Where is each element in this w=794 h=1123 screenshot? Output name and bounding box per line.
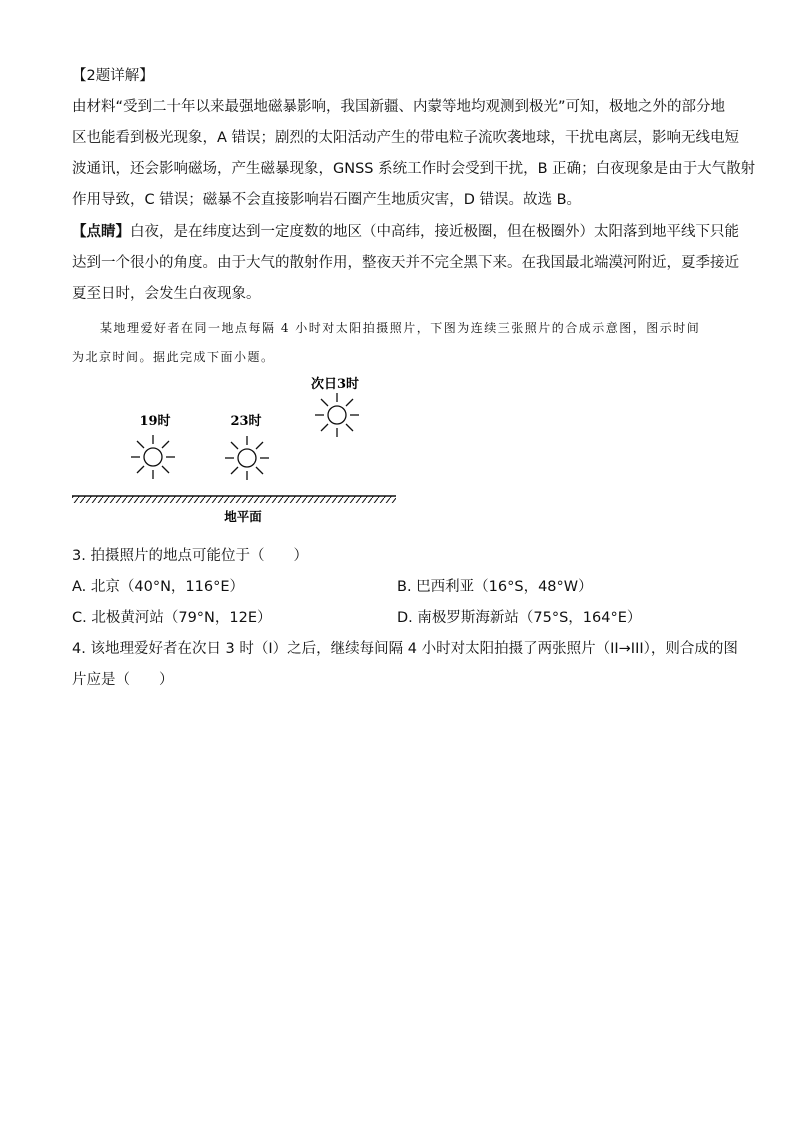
- sun-label-23: 23时: [230, 414, 262, 429]
- q4-stem: 片应是（ ）: [72, 672, 174, 688]
- sun-icon-next-3: [315, 393, 359, 437]
- material-line: 为北京时间。据此完成下面小题。: [72, 350, 275, 364]
- q4-stem: 4. 该地理爱好者在次日 3 时（I）之后，继续每间隔 4 小时对太阳拍摄了两张照片（II→III），则合成的图: [72, 641, 738, 657]
- q2-detail-line: 波通讯，还会影响磁场，产生磁暴现象，GNSS 系统工作时会受到干扰，B 正确；白夜现象是由于大气散射: [72, 161, 756, 177]
- dianjing-line: 夏至日时，会发生白夜现象。: [72, 286, 261, 302]
- q3-option-a[interactable]: A. 北京（40°N，116°E）: [72, 579, 245, 595]
- q3-option-b[interactable]: B. 巴西利亚（16°S，48°W）: [397, 579, 593, 595]
- ground-label: 地平面: [224, 509, 262, 524]
- dianjing-line-1: [72, 222, 739, 242]
- sun-label-next-3: 次日3时: [310, 377, 360, 392]
- q3-stem: 3. 拍摄照片的地点可能位于（ ）: [72, 548, 308, 564]
- q3-option-d[interactable]: D. 南极罗斯海新站（75°S，164°E）: [397, 610, 642, 626]
- sun-icon-19: [131, 435, 175, 479]
- sun-label-19: 19时: [139, 414, 171, 429]
- q2-detail-line: 区也能看到极光现象，A 错误；剧烈的太阳活动产生的带电粒子流吹袭地球，干扰电离层，影响无线电短: [72, 130, 740, 146]
- q2-detail-line: 作用导致，C 错误；磁暴不会直接影响岩石圈产生地质灾害，D 错误。故选 B。: [72, 192, 582, 208]
- q3-option-c[interactable]: C. 北极黄河站（79°N，12E）: [72, 610, 272, 626]
- sun-photo-figure: [60, 370, 420, 530]
- q2-detail-line: 由材料“受到二十年以来最强地磁暴影响，我国新疆、内蒙等地均观测到极光”可知，极地之外的部分地: [72, 99, 726, 115]
- q2-detail-heading: 【2题详解】: [72, 68, 154, 84]
- ground-line: [72, 496, 396, 503]
- sun-icon-23: [225, 436, 269, 480]
- dianjing-line: 达到一个很小的角度。由于大气的散射作用，整夜天并不完全黑下来。在我国最北端漠河附近，夏季接近: [72, 255, 739, 271]
- dianjing-text: 白夜，是在纬度达到一定度数的地区（中高纬，接近极圈，但在极圈外）太阳落到地平线下只能: [130, 224, 739, 240]
- material-line: 某地理爱好者在同一地点每隔 4 小时对太阳拍摄照片，下图为连续三张照片的合成示意图，图示时间: [100, 321, 701, 335]
- dianjing-label: 【点睛】: [72, 224, 130, 240]
